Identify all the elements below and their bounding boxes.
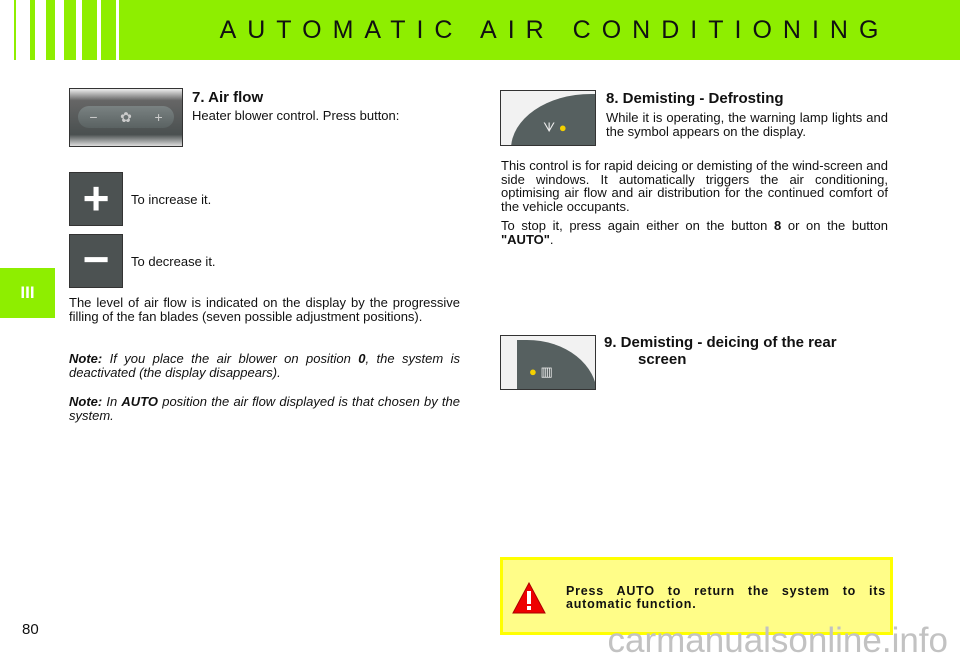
warning-icon xyxy=(512,582,546,614)
rear-defrost-button-image xyxy=(500,335,596,390)
decrease-text: To decrease it. xyxy=(131,254,216,269)
front-defrost-button-image xyxy=(500,90,596,146)
section8-stop: To stop it, press again either on the button 8 or on the button "AUTO". xyxy=(501,218,888,247)
section8-title: 8. Demisting - Defrosting xyxy=(606,90,784,107)
section8-intro: While it is operating, the warning lamp lights and the symbol appears on the display. xyxy=(606,110,888,139)
warning-text: Press AUTO to return the system to its automatic function. xyxy=(566,584,886,611)
plus-button-icon: + xyxy=(69,172,123,226)
watermark: carmanualsonline.info xyxy=(607,621,948,660)
header-stripe xyxy=(101,0,116,60)
blower-control-image xyxy=(69,88,183,147)
chapter-tab: III xyxy=(0,268,55,318)
increase-text: To increase it. xyxy=(131,192,212,207)
note-2: Note: In AUTO position the air flow displayed is that chosen by the system. xyxy=(69,394,460,423)
header-stripe xyxy=(64,0,76,60)
section8-body: This control is for rapid deicing or demisting of the wind-screen and side windows. It automatically triggers the air conditioning, optimising air flow and air distribution for the continued comfort of the vehicle occupants. xyxy=(501,158,888,214)
section7-title: 7. Air flow xyxy=(192,89,264,106)
header-stripe xyxy=(30,0,35,60)
rear-screen-defrost-icon: ● ▥ xyxy=(517,340,596,390)
note-1: Note: If you place the air blower on position 0, the system is deactivated (the display disappears). xyxy=(69,351,460,380)
header-stripe xyxy=(46,0,55,60)
minus-button-icon: − xyxy=(69,234,123,288)
windscreen-defrost-icon: ᗐ ● xyxy=(511,94,595,146)
page-header xyxy=(119,0,960,60)
page-number: 80 xyxy=(22,621,39,638)
section7-body: The level of air flow is indicated on the display by the progressive filling of the fan blades (seven possible adjustment positions). xyxy=(69,295,460,324)
header-stripe xyxy=(14,0,16,60)
section7-intro: Heater blower control. Press button: xyxy=(192,108,400,123)
page-title: AUTOMATIC AIR CONDITIONING xyxy=(219,15,890,44)
section9-title: 9. Demisting - deicing of the rear screen xyxy=(604,334,837,368)
fan-icon: − ✿ + xyxy=(78,106,174,128)
header-stripe xyxy=(82,0,97,60)
